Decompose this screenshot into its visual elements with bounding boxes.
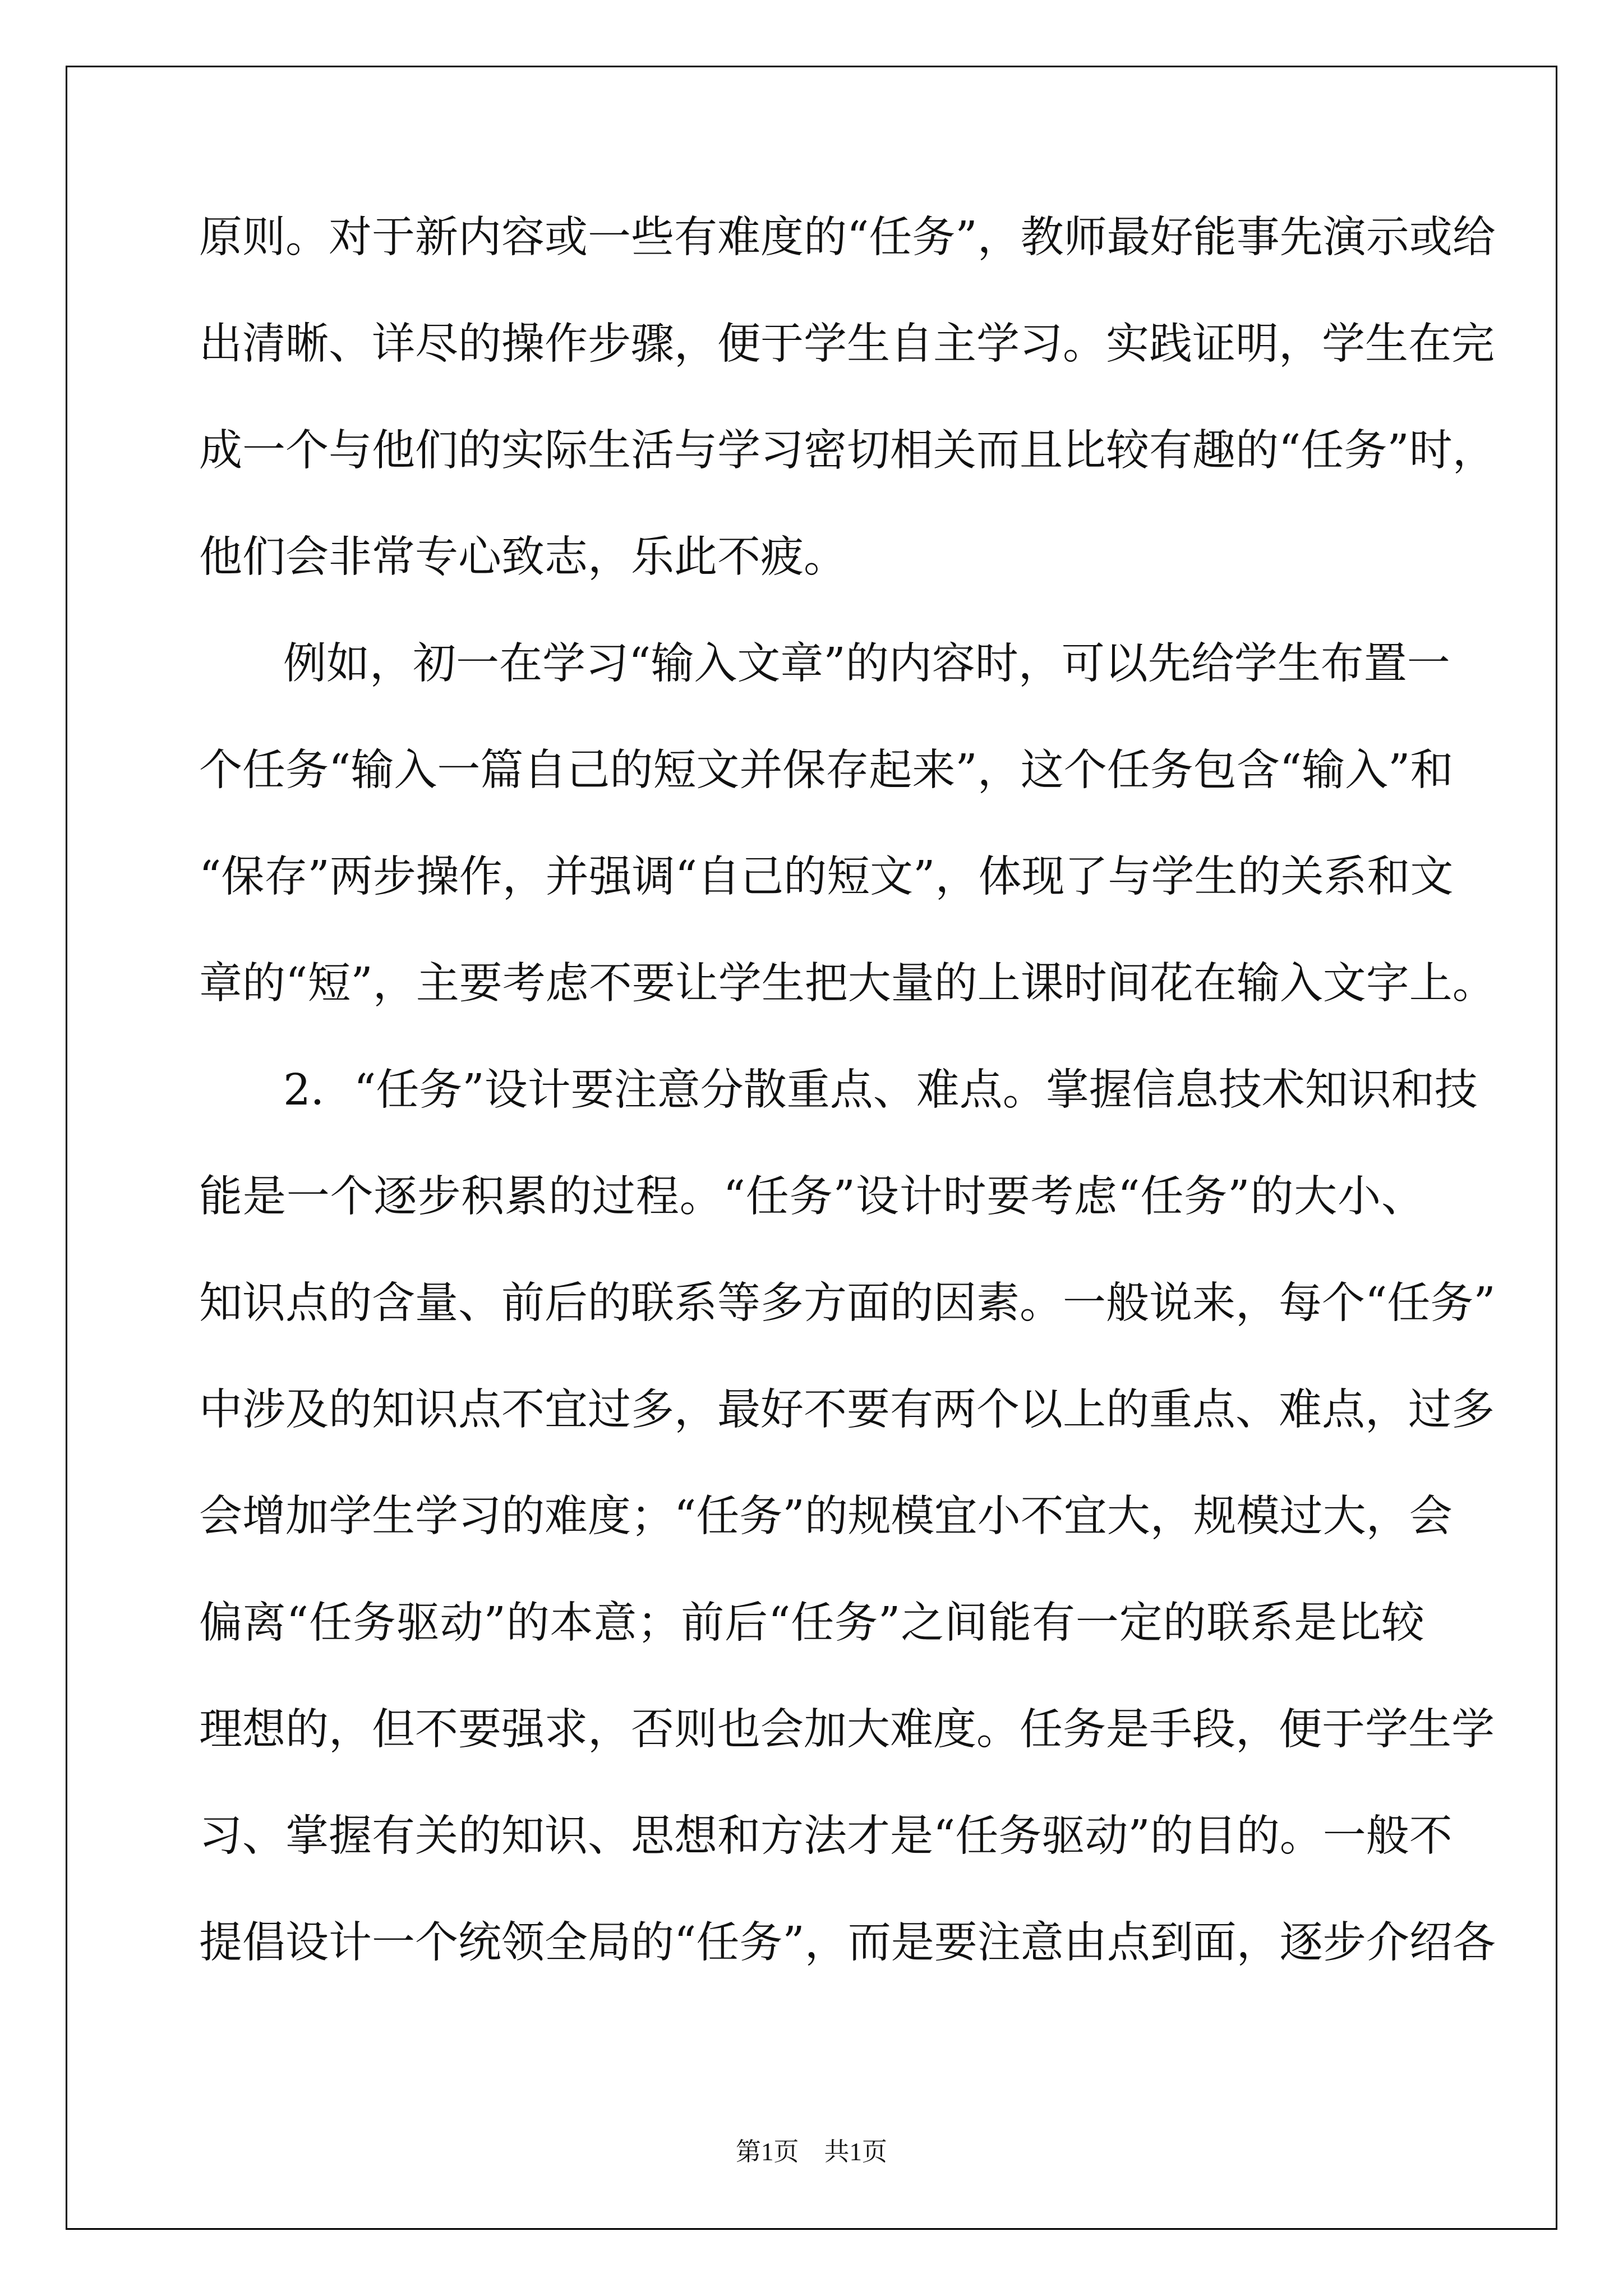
text-line: “保存”两步操作，并强调“自己的短文”，体现了与学生的关系和文 <box>199 852 1454 902</box>
text-line: 中涉及的知识点不宜过多，最好不要有两个以上的重点、难点，过多 <box>199 1385 1495 1435</box>
text-line: 个任务“输入一篇自己的短文并保存起来”，这个任务包含“输入”和 <box>199 746 1454 795</box>
text-line: 知识点的含量、前后的联系等多方面的因素。一般说来，每个“任务” <box>199 1278 1496 1328</box>
document-body <box>199 209 1496 2021</box>
text-line: 原则。对于新内容或一些有难度的“任务”，教师最好能事先演示或给 <box>199 213 1496 263</box>
text-line: 章的“短”，主要考虑不要让学生把大量的上课时间花在输入文字上。 <box>199 959 1496 1009</box>
text-line: 他们会非常专心致志，乐此不疲。 <box>199 532 847 582</box>
text-line: 成一个与他们的实际生活与学习密切相关而且比较有趣的“任务”时， <box>199 426 1496 476</box>
text-line: 理想的，但不要强求，否则也会加大难度。任务是手段，便于学生学 <box>199 1705 1495 1755</box>
text-line: 偏离“任务驱动”的本意；前后“任务”之间能有一定的联系是比较 <box>199 1598 1424 1648</box>
text-line: 能是一个逐步积累的过程。“任务”设计时要考虑“任务”的大小、 <box>199 1172 1424 1222</box>
text-line: 习、掌握有关的知识、思想和方法才是“任务驱动”的目的。一般不 <box>199 1811 1453 1861</box>
text-line: 会增加学生学习的难度；“任务”的规模宜小不宜大，规模过大，会 <box>199 1492 1453 1542</box>
text-line: 2．“任务”设计要注意分散重点、难点。掌握信息技术知识和技 <box>283 1065 1478 1115</box>
text-line: 例如，初一在学习“输入文章”的内容时，可以先给学生布置一 <box>283 639 1450 689</box>
page-total: 共1页 <box>824 2138 888 2166</box>
page-footer <box>0 2135 1623 2169</box>
page-number: 第1页 <box>735 2138 799 2166</box>
text-line: 出清晰、详尽的操作步骤，便于学生自主学习。实践证明，学生在完 <box>199 319 1495 369</box>
text-line: 提倡设计一个统领全局的“任务”，而是要注意由点到面，逐步介绍各 <box>199 1918 1496 1968</box>
